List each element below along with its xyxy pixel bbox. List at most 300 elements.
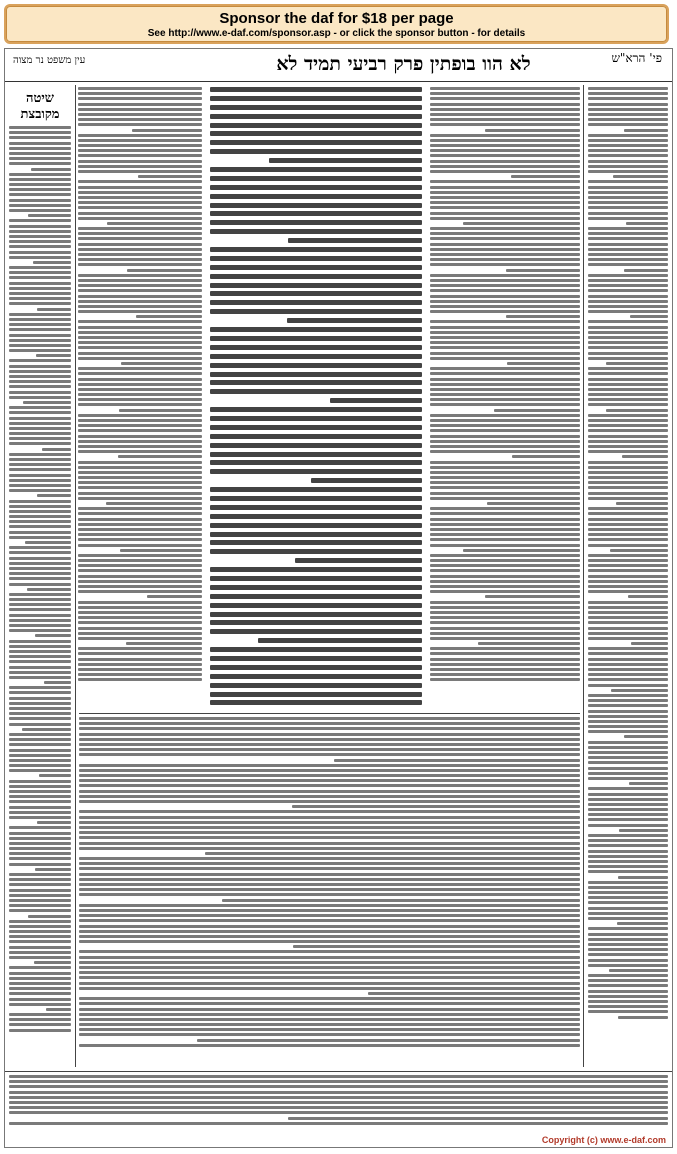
text-line (588, 87, 668, 90)
text-line (79, 862, 580, 865)
text-line (9, 790, 71, 793)
text-line (78, 305, 202, 308)
text-line (78, 258, 202, 261)
text-line (78, 87, 202, 90)
text-line (78, 554, 202, 557)
text-line (9, 655, 71, 658)
text-line (78, 357, 202, 360)
text-line (210, 683, 422, 688)
text-line (78, 149, 202, 152)
text-line (79, 971, 580, 974)
text-line (430, 497, 580, 500)
text-line (588, 678, 668, 681)
text-line (210, 549, 422, 554)
text-line (9, 660, 71, 663)
text-line (9, 349, 71, 352)
text-line (430, 429, 580, 432)
text-line (9, 992, 71, 995)
text-line (210, 603, 422, 608)
text-line (334, 759, 580, 762)
text-line (9, 857, 71, 860)
text-line (79, 935, 580, 938)
text-line (430, 492, 580, 495)
text-line (588, 232, 668, 235)
text-line (430, 113, 580, 116)
text-line (430, 544, 580, 547)
text-line (588, 253, 668, 256)
text-line (430, 352, 580, 355)
text-line (210, 283, 422, 288)
text-line (79, 1018, 580, 1021)
text-line (9, 951, 71, 954)
text-line (132, 129, 202, 132)
text-line (588, 274, 668, 277)
text-line (588, 92, 668, 95)
text-line (9, 365, 71, 368)
text-line (9, 640, 71, 643)
text-line (463, 549, 580, 552)
text-line (210, 567, 422, 572)
text-line (79, 795, 580, 798)
text-line (430, 97, 580, 100)
left-margin-notes (9, 87, 71, 1065)
text-line (28, 214, 71, 217)
text-line (78, 232, 202, 235)
text-line (78, 326, 202, 329)
text-line (78, 383, 202, 386)
talmud-page (4, 48, 673, 1148)
text-line (430, 383, 580, 386)
text-line (430, 139, 580, 142)
text-line (79, 950, 580, 953)
text-line (118, 455, 202, 458)
text-line (588, 959, 668, 962)
text-line (210, 105, 422, 110)
text-line (588, 507, 668, 510)
text-line (79, 930, 580, 933)
text-line (588, 995, 668, 998)
text-line (430, 103, 580, 106)
text-line (78, 528, 202, 531)
text-line (9, 899, 71, 902)
text-line (9, 235, 71, 238)
text-line (9, 193, 71, 196)
text-line (9, 666, 71, 669)
text-line (588, 647, 668, 650)
text-line (9, 276, 71, 279)
text-line (9, 251, 71, 254)
text-line (588, 824, 668, 827)
text-line (430, 108, 580, 111)
text-line (588, 103, 668, 106)
text-line (588, 730, 668, 733)
text-line (588, 393, 668, 396)
sponsor-banner[interactable] (4, 4, 669, 44)
text-line (293, 945, 580, 948)
text-line (78, 419, 202, 422)
text-line (78, 367, 202, 370)
text-line (588, 471, 668, 474)
text-line (430, 346, 580, 349)
text-line (588, 336, 668, 339)
gemara-main-text (210, 87, 422, 707)
text-line (9, 510, 71, 513)
text-line (463, 222, 580, 225)
text-line (430, 320, 580, 323)
lower-commentary (79, 717, 580, 1067)
text-line (616, 502, 668, 505)
text-line (610, 549, 668, 552)
text-line (78, 378, 202, 381)
text-line (9, 328, 71, 331)
text-line (9, 313, 71, 316)
text-line (9, 935, 71, 938)
text-line (588, 865, 668, 868)
text-line (9, 614, 71, 617)
text-line (79, 821, 580, 824)
text-line (79, 764, 580, 767)
text-line (430, 357, 580, 360)
text-line (78, 559, 202, 562)
text-line (588, 538, 668, 541)
text-line (78, 217, 202, 220)
text-line (78, 212, 202, 215)
text-line (506, 315, 580, 318)
text-line (588, 544, 668, 547)
text-line (430, 336, 580, 339)
text-line (430, 310, 580, 313)
text-line (430, 580, 580, 583)
text-line (78, 243, 202, 246)
text-line (210, 380, 422, 385)
text-line (588, 160, 668, 163)
text-line (588, 450, 668, 453)
text-line (9, 593, 71, 596)
text-line (588, 844, 668, 847)
text-line (210, 540, 422, 545)
text-line (210, 140, 422, 145)
text-line (9, 717, 71, 720)
text-line (107, 222, 202, 225)
text-line (430, 398, 580, 401)
text-line (588, 512, 668, 515)
text-line (9, 972, 71, 975)
text-line (210, 523, 422, 528)
text-line (79, 722, 580, 725)
text-line (78, 585, 202, 588)
text-line (9, 256, 71, 259)
text-line (588, 927, 668, 930)
text-line (430, 481, 580, 484)
text-line (79, 748, 580, 751)
text-line (588, 481, 668, 484)
text-line (588, 528, 668, 531)
text-line (210, 443, 422, 448)
text-line (588, 772, 668, 775)
text-line (588, 974, 668, 977)
bottom-notes (9, 1075, 668, 1133)
text-line (78, 284, 202, 287)
text-line (210, 372, 422, 377)
text-line (588, 170, 668, 173)
text-line (78, 279, 202, 282)
text-line (9, 785, 71, 788)
text-line (78, 295, 202, 298)
text-line (210, 291, 422, 296)
text-line (588, 953, 668, 956)
text-line (78, 170, 202, 173)
header-divider (5, 81, 672, 82)
sponsor-title[interactable]: Sponsor the daf for $18 per page (219, 10, 454, 27)
text-line (37, 308, 71, 311)
text-line (9, 489, 71, 492)
text-line (79, 826, 580, 829)
text-line (588, 372, 668, 375)
text-line (588, 808, 668, 811)
text-line (430, 512, 580, 515)
text-line (430, 232, 580, 235)
text-line (79, 878, 580, 881)
text-line (9, 940, 71, 943)
text-line (78, 388, 202, 391)
text-line (430, 466, 580, 469)
text-line (9, 385, 71, 388)
text-line (618, 876, 668, 879)
text-line (9, 795, 71, 798)
text-line (136, 315, 202, 318)
text-line (295, 558, 422, 563)
text-line (588, 637, 668, 640)
text-line (78, 518, 202, 521)
text-line (78, 108, 202, 111)
section-divider (79, 713, 580, 714)
text-line (430, 419, 580, 422)
text-line (9, 339, 71, 342)
text-line (78, 678, 202, 681)
text-line (588, 813, 668, 816)
text-line (35, 868, 71, 871)
text-line (507, 362, 580, 365)
text-line (79, 982, 580, 985)
text-line (210, 336, 422, 341)
text-line (9, 437, 71, 440)
text-line (588, 206, 668, 209)
text-line (9, 287, 71, 290)
text-line (588, 601, 668, 604)
text-line (588, 575, 668, 578)
text-line (588, 777, 668, 780)
text-line (430, 160, 580, 163)
text-line (9, 162, 71, 165)
text-line (588, 523, 668, 526)
column-divider (583, 85, 584, 1067)
text-line (611, 689, 668, 692)
text-line (35, 634, 71, 637)
text-line (210, 674, 422, 679)
text-line (9, 225, 71, 228)
text-line (39, 774, 71, 777)
text-line (210, 229, 422, 234)
text-line (210, 300, 422, 305)
text-line (78, 507, 202, 510)
text-line (78, 429, 202, 432)
text-line (588, 720, 668, 723)
text-line (79, 831, 580, 834)
text-line (210, 452, 422, 457)
text-line (430, 144, 580, 147)
text-line (78, 663, 202, 666)
text-line (588, 461, 668, 464)
text-line (588, 414, 668, 417)
text-line (210, 176, 422, 181)
text-line (78, 346, 202, 349)
text-line (588, 917, 668, 920)
right-commentary-column (588, 87, 668, 1065)
text-line (588, 134, 668, 137)
text-line (430, 284, 580, 287)
text-line (9, 432, 71, 435)
text-line (9, 1029, 71, 1032)
text-line (78, 97, 202, 100)
text-line (430, 227, 580, 230)
text-line (588, 388, 668, 391)
text-line (42, 448, 71, 451)
text-line (588, 191, 668, 194)
text-line (9, 1101, 668, 1104)
text-line (588, 341, 668, 344)
text-line (78, 248, 202, 251)
text-line (588, 1010, 668, 1013)
text-line (9, 173, 71, 176)
text-line (9, 966, 71, 969)
text-line (9, 318, 71, 321)
text-line (79, 997, 580, 1000)
text-line (430, 393, 580, 396)
text-line (9, 800, 71, 803)
text-line (9, 743, 71, 746)
text-line (588, 984, 668, 987)
text-line (78, 481, 202, 484)
text-line (588, 108, 668, 111)
text-line (588, 855, 668, 858)
text-line (9, 567, 71, 570)
text-line (430, 507, 580, 510)
text-line (9, 142, 71, 145)
text-line (588, 305, 668, 308)
text-line (430, 279, 580, 282)
text-line (506, 269, 580, 272)
text-line (430, 554, 580, 557)
text-line (78, 497, 202, 500)
text-line (430, 569, 580, 572)
text-line (9, 1013, 71, 1016)
text-line (106, 502, 202, 505)
sponsor-subtitle[interactable]: See http://www.e-daf.com/sponsor.asp - or click the sponsor button - for details (147, 28, 526, 39)
text-line (588, 652, 668, 655)
text-line (9, 686, 71, 689)
text-line (78, 575, 202, 578)
text-line (430, 372, 580, 375)
text-line (210, 665, 422, 670)
text-line (9, 531, 71, 534)
text-line (78, 533, 202, 536)
text-line (37, 494, 71, 497)
text-line (9, 806, 71, 809)
text-line (9, 147, 71, 150)
text-line (22, 728, 71, 731)
copyright-notice: Copyright (c) www.e-daf.com (541, 1135, 666, 1145)
text-line (9, 811, 71, 814)
text-line (78, 263, 202, 266)
text-line (210, 96, 422, 101)
text-line (588, 289, 668, 292)
text-line (9, 1023, 71, 1026)
text-line (78, 310, 202, 313)
text-line (78, 538, 202, 541)
text-line (79, 1002, 580, 1005)
text-line (9, 458, 71, 461)
text-line (9, 505, 71, 508)
text-line (588, 263, 668, 266)
text-line (79, 909, 580, 912)
text-line (430, 331, 580, 334)
text-line (9, 562, 71, 565)
text-line (9, 266, 71, 269)
text-line (588, 258, 668, 261)
text-line (588, 741, 668, 744)
text-line (78, 627, 202, 630)
text-line (210, 505, 422, 510)
text-line (78, 300, 202, 303)
text-line (588, 590, 668, 593)
text-line (78, 435, 202, 438)
text-line (78, 398, 202, 401)
text-line (430, 486, 580, 489)
text-line (79, 867, 580, 870)
text-line (588, 870, 668, 873)
text-line (588, 429, 668, 432)
text-line (430, 450, 580, 453)
text-line (430, 647, 580, 650)
text-line (9, 832, 71, 835)
text-line (588, 580, 668, 583)
text-line (9, 417, 71, 420)
text-line (79, 1028, 580, 1031)
text-line (588, 673, 668, 676)
text-line (79, 940, 580, 943)
text-line (588, 237, 668, 240)
text-line (9, 925, 71, 928)
text-line (588, 533, 668, 536)
text-line (9, 1091, 668, 1094)
text-line (430, 678, 580, 681)
text-line (210, 220, 422, 225)
text-line (9, 468, 71, 471)
text-line (9, 178, 71, 181)
text-line (79, 857, 580, 860)
text-line (9, 863, 71, 866)
text-line (430, 367, 580, 370)
text-line (78, 486, 202, 489)
text-line (494, 409, 580, 412)
text-line (9, 500, 71, 503)
text-line (430, 668, 580, 671)
text-line (588, 704, 668, 707)
text-line (588, 118, 668, 121)
text-line (588, 886, 668, 889)
text-line (78, 580, 202, 583)
text-line (368, 992, 580, 995)
